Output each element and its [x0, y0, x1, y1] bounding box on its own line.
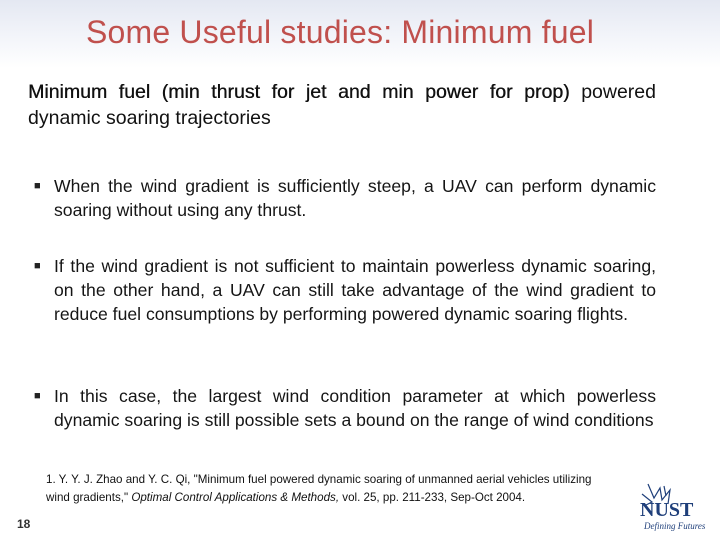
bullet-text-2: If the wind gradient is not sufficient to maintain powerless dynamic soaring, on the other hand, a UAV can still take advantage of the wind gradient to reduce fuel consumptions by performing powered dynamic soaring flights. — [54, 256, 656, 324]
square-bullet-icon: ■ — [34, 180, 41, 192]
heading-rest: powered dynamic soaring trajectories — [28, 81, 656, 129]
bullet-text-3: In this case, the largest wind condition parameter at which powerless dynamic soaring is still possible sets a bound on the range of wind conditions — [54, 386, 656, 430]
footnote-journal: Optimal Control Applications & Methods, — [131, 491, 340, 504]
footnote — [46, 471, 646, 507]
footnote-line-2-end: vol. 25, pp. 211-233, Sep-Oct 2004. — [339, 491, 526, 504]
footnote-line-1: 1. Y. Y. J. Zhao and Y. C. Qi, "Minimum fuel powered dynamic soaring of unmanned aerial vehicles utilizing — [46, 473, 592, 486]
logo-tagline: Defining Futures — [644, 521, 706, 531]
footnote-line-2-start: wind gradients," — [46, 491, 132, 504]
square-bullet-icon: ■ — [34, 390, 41, 402]
bullet-item-3 — [34, 384, 656, 432]
page-number: 18 — [17, 517, 31, 531]
slide-title: Some Useful studies: Minimum fuel — [85, 14, 595, 50]
slide-heading — [28, 79, 656, 131]
logo-wordmark: NUST — [640, 499, 694, 521]
bullet-item-1 — [34, 174, 656, 222]
nust-logo — [626, 480, 718, 538]
heading-bold-part: Minimum fuel (min thrust for jet and min power for prop) — [28, 81, 570, 103]
bullet-text-1: When the wind gradient is sufficiently steep, a UAV can perform dynamic soaring without using any thrust. — [54, 176, 656, 220]
bullet-item-2 — [34, 254, 656, 326]
square-bullet-icon: ■ — [34, 260, 41, 272]
footnote-line-2 — [46, 489, 646, 507]
